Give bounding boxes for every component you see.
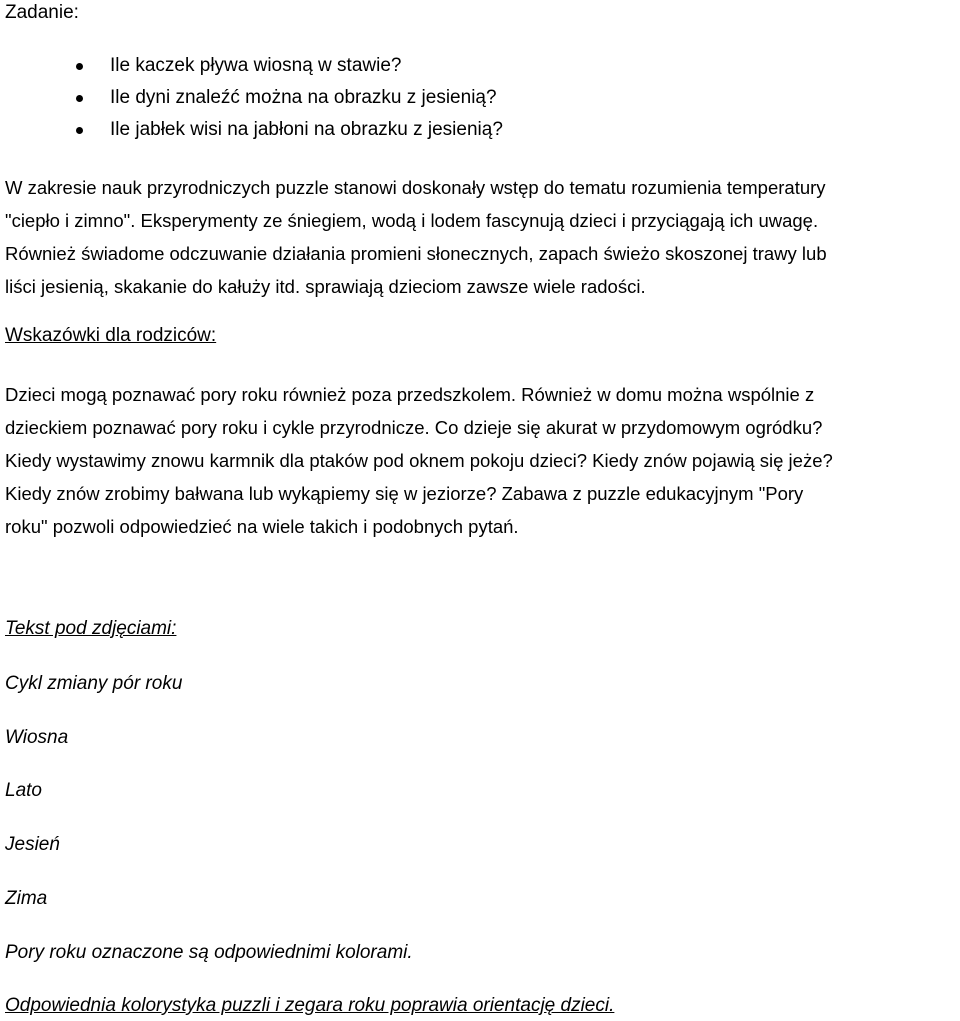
paragraph-line: liści jesienią, skakanie do kałuży itd. sprawiają dzieciom zawsze wiele radości. <box>5 276 646 297</box>
caption-item: Zima <box>5 888 48 909</box>
captions-heading: Tekst pod zdjęciami: <box>5 618 177 639</box>
paragraph-line: Kiedy znów zrobimy bałwana lub wykąpiemy się w jeziorze? Zabawa z puzzle edukacyjnym "Pory <box>5 483 804 504</box>
caption-item: Odpowiednia kolorystyka puzzli i zegara roku poprawia orientację dzieci. <box>5 995 615 1016</box>
task-heading: Zadanie: <box>5 2 79 23</box>
caption-item: Jesień <box>5 834 60 855</box>
question-list <box>0 55 900 151</box>
paragraph-line: dzieckiem poznawać pory roku i cykle przyrodnicze. Co dzieje się akurat w przydomowym ogródku? <box>5 417 823 438</box>
paragraph-line: "ciepło i zimno". Eksperymenty ze śniegiem, wodą i lodem fascynują dzieci i przyciągają ich uwagę. <box>5 210 819 231</box>
caption-item: Wiosna <box>5 727 69 748</box>
tips-paragraph <box>5 378 957 543</box>
tips-heading: Wskazówki dla rodziców: <box>5 325 217 346</box>
bullet-icon <box>76 95 83 102</box>
caption-item: Pory roku oznaczone są odpowiednimi kolorami. <box>5 942 413 963</box>
bullet-icon <box>76 127 83 134</box>
paragraph-line: Również świadome odczuwanie działania promieni słonecznych, zapach świeżo skoszonej trawy lub <box>5 243 827 264</box>
caption-item: Cykl zmiany pór roku <box>5 673 183 694</box>
list-item <box>0 87 900 119</box>
intro-paragraph-2 <box>5 237 957 303</box>
bullet-icon <box>76 63 83 70</box>
list-item <box>0 55 900 87</box>
caption-item: Lato <box>5 780 42 801</box>
paragraph-line: Kiedy wystawimy znowu karmnik dla ptaków pod oknem pokoju dzieci? Kiedy znów pojawią się jeże? <box>5 450 833 471</box>
question-text: Ile dyni znaleźć można na obrazku z jesienią? <box>110 87 497 108</box>
paragraph-line: W zakresie nauk przyrodniczych puzzle stanowi doskonały wstęp do tematu rozumienia temperatury <box>5 177 826 198</box>
intro-paragraph-1 <box>5 171 957 237</box>
paragraph-line: roku" pozwoli odpowiedzieć na wiele takich i podobnych pytań. <box>5 516 519 537</box>
question-text: Ile kaczek pływa wiosną w stawie? <box>110 55 402 76</box>
question-text: Ile jabłek wisi na jabłoni na obrazku z jesienią? <box>110 119 503 140</box>
paragraph-line: Dzieci mogą poznawać pory roku również poza przedszkolem. Również w domu można wspólnie z <box>5 384 815 405</box>
list-item <box>0 119 900 151</box>
